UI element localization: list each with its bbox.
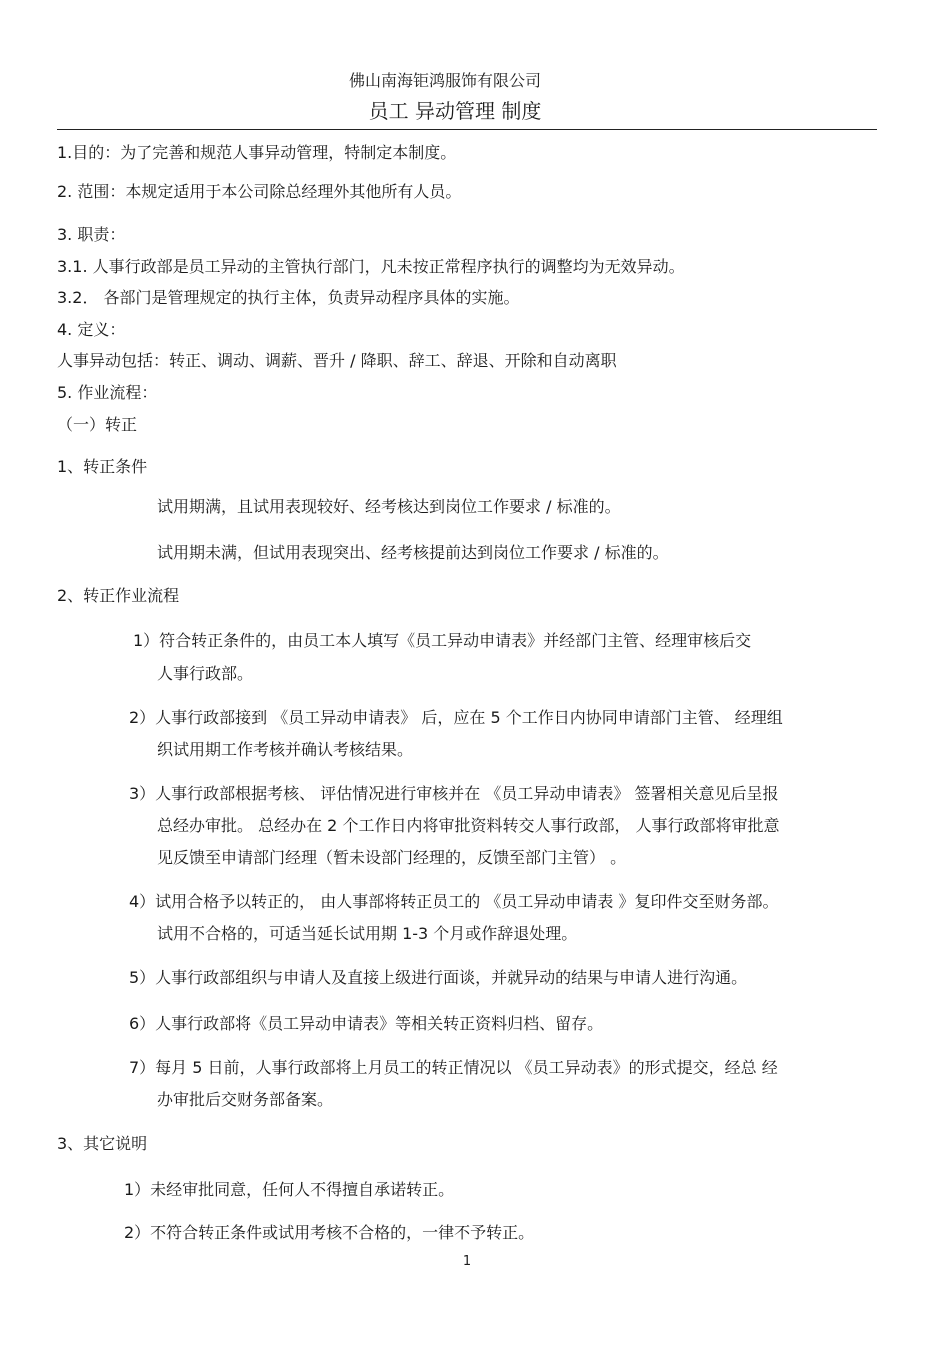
flow-step: 2）人事行政部接到 《员工异动申请表》 后，应在 5 个工作日内协同申请部门主管、 经理组: [129, 708, 783, 727]
flow-step-continuation: 人事行政部。: [157, 664, 254, 683]
condition-item: 试用期满，且试用表现较好、经考核达到岗位工作要求 / 标准的。: [157, 497, 621, 516]
duty-item: 3.2． 各部门是管理规定的执行主体，负责异动程序具体的实施。: [57, 288, 520, 307]
duties-heading: 3. 职责：: [57, 225, 126, 244]
sub-heading: （一）转正: [57, 415, 138, 434]
flow-step-continuation: 总经办审批。 总经办在 2 个工作日内将审批资料转交人事行政部， 人事行政部将审批意: [157, 816, 780, 835]
flow-step-continuation: 见反馈至申请部门经理（暂未设部门经理的，反馈至部门主管） 。: [157, 848, 627, 867]
conditions-heading: 1、转正条件: [57, 457, 148, 476]
notes-heading: 3、其它说明: [57, 1134, 148, 1153]
company-name: 佛山南海钜鸿服饰有限公司: [348, 71, 541, 90]
flow-step-continuation: 办审批后交财务部备案。: [157, 1090, 334, 1109]
flow-step: 4）试用合格予以转正的， 由人事部将转正员工的 《员工异动申请表 》复印件交至财务部。: [129, 892, 779, 911]
flow-step-continuation: 织试用期工作考核并确认考核结果。: [157, 740, 414, 759]
process-heading: 5. 作业流程：: [57, 383, 158, 402]
note-item: 1）未经审批同意，任何人不得擅自承诺转正。: [124, 1180, 455, 1199]
page-number: 1: [462, 1254, 472, 1269]
scope-paragraph: 2. 范围：本规定适用于本公司除总经理外其他所有人员。: [57, 182, 462, 201]
flow-step: 5）人事行政部组织与申请人及直接上级进行面谈，并就异动的结果与申请人进行沟通。: [129, 968, 748, 987]
purpose-paragraph: 1.目的：为了完善和规范人事异动管理，特制定本制度。: [57, 143, 457, 162]
note-item: 2）不符合转正条件或试用考核不合格的，一律不予转正。: [124, 1223, 535, 1242]
flow-step: 6）人事行政部将《员工异动申请表》等相关转正资料归档、留存。: [129, 1014, 604, 1033]
document-title: 员工 异动管理 制度: [368, 99, 542, 123]
flow-heading: 2、转正作业流程: [57, 586, 180, 605]
condition-item: 试用期未满，但试用表现突出、经考核提前达到岗位工作要求 / 标准的。: [157, 543, 669, 562]
flow-step: 3）人事行政部根据考核、 评估情况进行审核并在 《员工异动申请表》 签署相关意见后呈报: [129, 784, 779, 803]
flow-step: 1）符合转正条件的，由员工本人填写《员工异动申请表》并经部门主管、经理审核后交: [133, 631, 752, 650]
title-divider: [57, 129, 877, 130]
definition-heading: 4. 定义：: [57, 320, 126, 339]
flow-step-continuation: 试用不合格的，可适当延长试用期 1-3 个月或作辞退处理。: [157, 924, 578, 943]
duty-item: 3.1. 人事行政部是员工异动的主管执行部门，凡未按正常程序执行的调整均为无效异动。: [57, 257, 685, 276]
definition-text: 人事异动包括：转正、调动、调薪、晋升 / 降职、辞工、辞退、开除和自动离职: [57, 351, 617, 370]
flow-step: 7）每月 5 日前，人事行政部将上月员工的转正情况以 《员工异动表》的形式提交，经总 经: [129, 1058, 778, 1077]
